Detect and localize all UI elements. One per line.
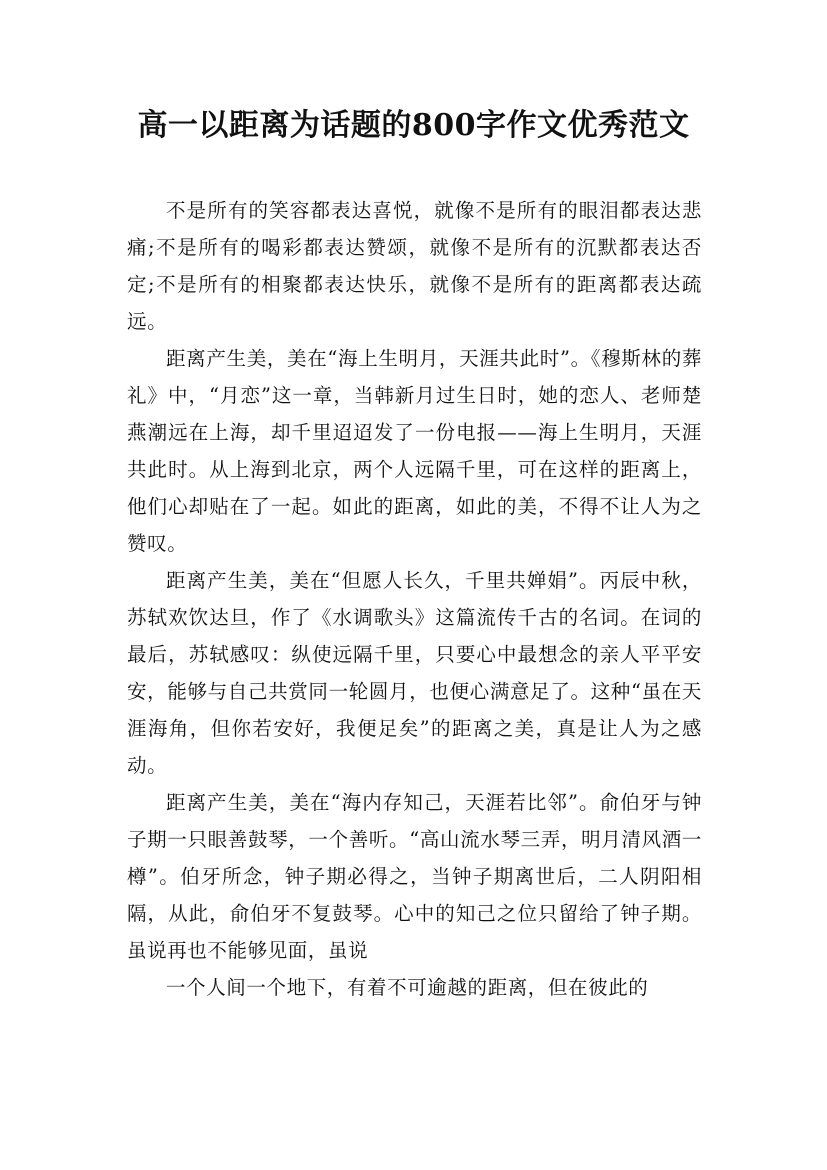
paragraph-moon-telegram: 距离产生美，美在“海上生明月，天涯共此时”。《穆斯林的葬礼》中，“月恋”这一章，当韩新月过生日时，她的恋人、老师楚燕潮远在上海，却千里迢迢发了一份电报——海上生明月，天涯共此时。从上海到北京，两个人远隔千里，可在这样的距离上，他们心却贴在了一起。如此的距离，如此的美，不得不让人为之赞叹。 [127, 347, 702, 555]
paragraph-bo-ya: 距离产生美，美在“海内存知己，天涯若比邻”。俞伯牙与钟子期一只眼善鼓琴，一个善听。“高山流水琴三弄，明月清风酒一樽”。伯牙所念，钟子期必得之，当钟子期离世后，二人阴阳相隔，从此，俞伯牙不复鼓琴。心中的知己之位只留给了钟子期。虽说再也不能够见面，虽说 [127, 791, 702, 962]
document-body [127, 192, 702, 1006]
paragraph-intro: 不是所有的笑容都表达喜悦，就像不是所有的眼泪都表达悲痛;不是所有的喝彩都表达赞颂，就像不是所有的沉默都表达否定;不是所有的相聚都表达快乐，就像不是所有的距离都表达疏远。 [127, 199, 702, 333]
document-title: 高一以距离为话题的800字作文优秀范文 [137, 108, 690, 143]
paragraph-continued: 一个人间一个地下，有着不可逾越的距离，但在彼此的 [166, 976, 649, 999]
paragraph-su-shi: 距离产生美，美在“但愿人长久，千里共婵娟”。丙辰中秋，苏轼欢饮达旦，作了《水调歌头》这篇流传千古的名词。在词的最后，苏轼感叹：纵使远隔千里，只要心中最想念的亲人平平安安，能够与自己共赏同一轮圆月，也便心满意足了。这种“虽在天涯海角，但你若安好，我便足矣”的距离之美，真是让人为之感动。 [127, 569, 702, 777]
